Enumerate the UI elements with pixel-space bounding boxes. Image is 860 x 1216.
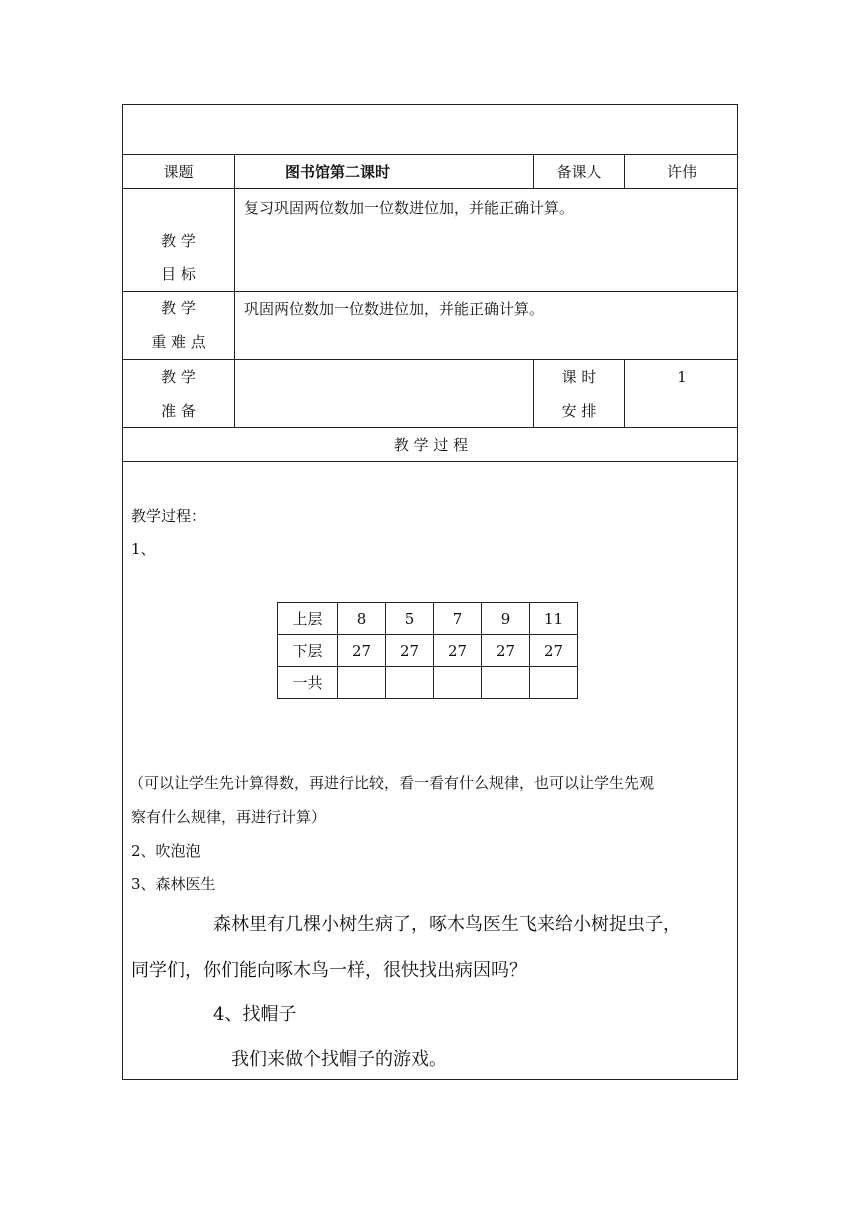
row-divider (123, 154, 737, 155)
row-label-upper: 上层 (278, 603, 338, 635)
row-divider (123, 461, 737, 462)
row-divider (123, 188, 737, 189)
goals-label-line2: 目 标 (161, 265, 196, 283)
table-cell: 27 (530, 635, 578, 667)
table-row (278, 667, 578, 699)
preparation-label-line1: 教 学 (161, 368, 196, 386)
lesson-plan-table (122, 104, 738, 1080)
topic-label: 课题 (163, 163, 194, 181)
preparer-value: 许伟 (666, 163, 697, 181)
table-cell: 27 (482, 635, 530, 667)
table-cell: 27 (338, 635, 386, 667)
process-step3: 3、森林医生 (131, 875, 216, 893)
story-line2: 同学们，你们能向啄木鸟一样，很快找出病因吗？ (131, 960, 527, 981)
table-cell: 11 (530, 603, 578, 635)
note-line2: 察有什么规律，再进行计算） (131, 808, 327, 826)
preparation-label-line2: 准 备 (161, 402, 196, 420)
table-row (278, 603, 578, 635)
table-cell: 9 (482, 603, 530, 635)
preparer-label: 备课人 (556, 163, 602, 181)
process-intro: 教学过程： (131, 507, 207, 525)
row-label-lower: 下层 (278, 635, 338, 667)
row-label-total: 一共 (278, 667, 338, 699)
topic-value: 图书馆第二课时 (285, 163, 391, 181)
hours-value: 1 (677, 368, 687, 386)
table-row (278, 635, 578, 667)
column-divider (234, 154, 235, 427)
key-points-content: 巩固两位数加一位数进位加，并能正确计算。 (244, 300, 545, 318)
table-cell (530, 667, 578, 699)
row-divider (123, 427, 737, 428)
shelf-books-table (277, 602, 578, 699)
process-header: 教 学 过 程 (393, 436, 469, 454)
table-cell (434, 667, 482, 699)
hours-label-line2: 安 排 (561, 402, 597, 420)
process-step4-text: 我们来做个找帽子的游戏。 (231, 1049, 447, 1070)
process-step1: 1、 (131, 540, 156, 558)
process-step2: 2、吹泡泡 (131, 842, 201, 860)
note-line1: （可以让学生先计算得数，再进行比较，看一看有什么规律，也可以让学生先观 (129, 774, 655, 792)
hours-label-line1: 课 时 (561, 368, 597, 386)
row-divider (123, 359, 737, 360)
goals-label-line1: 教 学 (161, 232, 196, 250)
table-cell (386, 667, 434, 699)
row-divider (123, 291, 737, 292)
story-line1: 森林里有几棵小树生病了，啄木鸟医生飞来给小树捉虫子， (213, 914, 681, 935)
table-cell (482, 667, 530, 699)
table-cell: 27 (434, 635, 482, 667)
table-cell: 8 (338, 603, 386, 635)
table-cell: 7 (434, 603, 482, 635)
key-points-label-line2: 重 难 点 (151, 333, 206, 351)
table-cell (338, 667, 386, 699)
table-cell: 5 (386, 603, 434, 635)
process-step4: 4、找帽子 (213, 1004, 297, 1025)
key-points-label-line1: 教 学 (161, 299, 196, 317)
table-cell: 27 (386, 635, 434, 667)
goals-content: 复习巩固两位数加一位数进位加，并能正确计算。 (244, 199, 575, 217)
